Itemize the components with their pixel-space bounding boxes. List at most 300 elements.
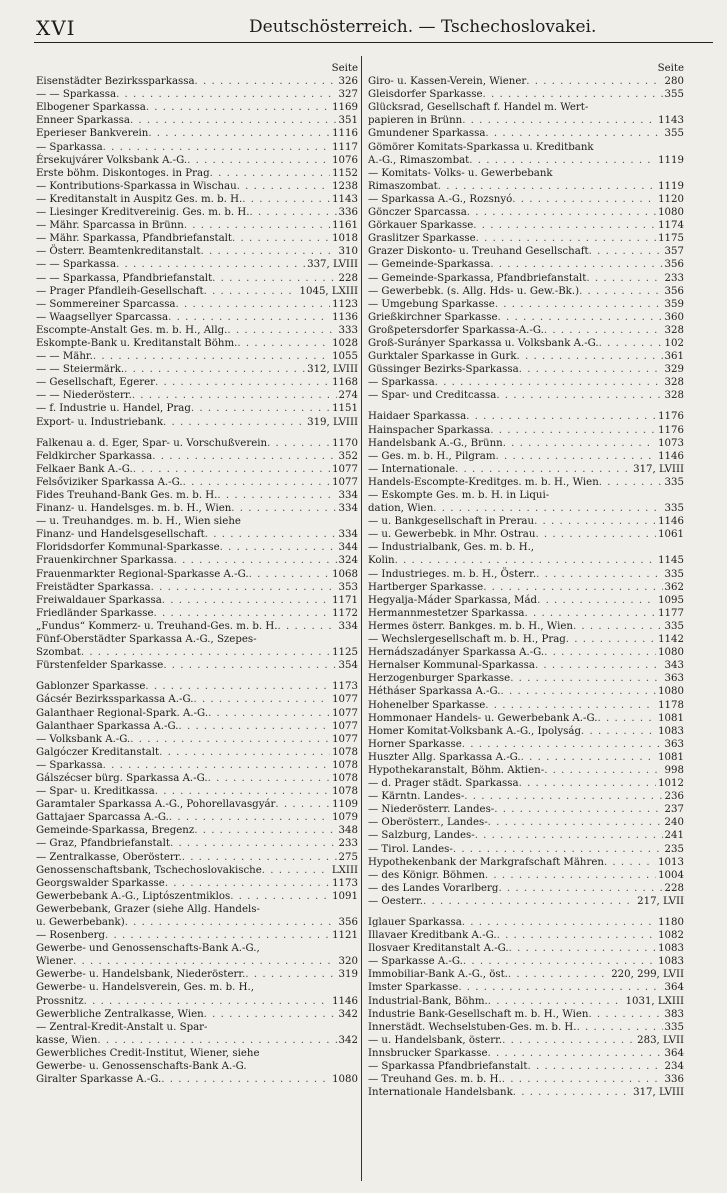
entry-name: — Ges. m. b. H., Pilgram — [368, 450, 496, 462]
index-entry — [36, 476, 358, 489]
entry-name: Handels-Escompte-Kreditges. m. b. H., Wien — [368, 476, 599, 488]
dot-leader — [483, 581, 662, 594]
index-entry — [368, 751, 684, 764]
dot-leader — [544, 646, 656, 659]
dot-leader — [488, 1047, 663, 1060]
entry-name: Gewerbliche Zentralkasse, Wien — [36, 1008, 204, 1020]
entry-page: 240 — [664, 817, 684, 829]
index-entry — [368, 285, 684, 298]
dot-leader — [467, 206, 656, 219]
entry-name: — Prager Pfandleih-Gesellschaft — [36, 285, 204, 297]
entry-name: Güssinger Bezirks-Sparkassa — [368, 364, 519, 376]
dot-leader — [502, 1034, 635, 1047]
index-entry — [36, 114, 358, 127]
dot-leader — [183, 476, 330, 489]
entry-page: 1169 — [332, 102, 358, 114]
entry-page: 1176 — [658, 424, 684, 436]
left-column — [36, 62, 358, 1086]
index-entry — [368, 298, 684, 311]
entry-page: 1180 — [658, 917, 684, 928]
entry-name: Hohenelber Sparkasse — [368, 699, 486, 711]
entry-page: 1146 — [332, 995, 358, 1007]
dot-leader — [151, 581, 337, 594]
entry-name: Galgóczer Kreditanstalt — [36, 746, 160, 758]
entry-name: Gewerbe- u. Handelsverein, Ges. m. b. H., — [36, 982, 254, 994]
index-entry — [368, 995, 684, 1008]
dot-leader — [176, 298, 331, 311]
entry-name: — Umgebung Sparkasse — [368, 298, 495, 310]
dot-leader — [152, 450, 336, 463]
entry-name: Fürstenfelder Sparkasse — [36, 660, 164, 672]
entry-page: 363 — [664, 673, 684, 685]
entry-name: — Sparkassa Pfandbriefanstalt — [368, 1061, 528, 1073]
index-entry — [36, 311, 358, 324]
entry-name: — Kreditanstalt in Auspitz Ges. m. b. H. — [36, 193, 243, 205]
index-entry — [36, 502, 358, 515]
dot-leader — [462, 738, 663, 751]
dot-leader — [502, 1073, 663, 1086]
index-entry — [368, 515, 684, 528]
entry-name: — u. Handelsbank, österr. — [368, 1034, 503, 1046]
entry-page: 1136 — [332, 311, 358, 323]
entry-page: 1176 — [658, 411, 684, 423]
entry-name: — — Sparkassa — [36, 89, 117, 101]
index-entry — [368, 324, 684, 337]
index-entry — [368, 167, 684, 180]
entry-page: 335 — [664, 620, 684, 632]
index-entry — [368, 219, 684, 232]
entry-page: 328 — [664, 377, 684, 389]
entry-page: 1061 — [658, 529, 684, 541]
entry-name: Homer Komitat-Volksbank A.-G., Ipolyság — [368, 725, 581, 737]
index-entry — [368, 476, 684, 489]
entry-name: Horner Sparkasse — [368, 738, 462, 750]
dot-leader — [498, 882, 662, 895]
entry-page: 1174 — [658, 220, 684, 232]
entry-page: 364 — [664, 1047, 684, 1059]
index-entry — [368, 193, 684, 206]
index-entry — [368, 659, 684, 672]
dot-leader — [116, 258, 305, 271]
entry-name: — Spar- und Creditcassa — [368, 390, 497, 402]
entry-page: 1173 — [332, 681, 358, 693]
entry-page: 228 — [338, 272, 358, 284]
entry-page: 351 — [338, 115, 358, 127]
dot-leader — [130, 114, 337, 127]
dot-leader — [453, 843, 663, 856]
index-entry — [36, 324, 358, 337]
entry-page: 1109 — [332, 799, 358, 811]
dot-leader — [455, 463, 631, 476]
dot-leader — [201, 245, 337, 258]
left-entry-list — [36, 75, 358, 1086]
entry-page: 1083 — [658, 725, 684, 737]
entry-name: — Sparkasse A.-G. — [368, 956, 463, 968]
entry-page: 1018 — [332, 233, 358, 245]
entry-page: 334 — [338, 620, 358, 632]
entry-page: 241 — [664, 830, 684, 842]
index-entry — [36, 167, 358, 180]
entry-name: Glücksrad, Gesellschaft f. Handel m. Wert- — [368, 102, 589, 114]
entry-page: 1077 — [332, 707, 358, 719]
dot-leader — [483, 88, 663, 101]
index-entry — [368, 790, 684, 803]
index-entry — [36, 798, 358, 811]
entry-page: 1173 — [332, 877, 358, 889]
dot-leader — [97, 1034, 336, 1047]
dot-leader — [84, 995, 330, 1008]
index-entry — [368, 410, 684, 423]
index-entry — [36, 402, 358, 415]
entry-name: Gattajaer Sparcassa A.-G. — [36, 812, 169, 824]
entry-page: 1077 — [332, 720, 358, 732]
index-entry — [36, 955, 358, 968]
dot-leader — [132, 389, 337, 402]
entry-page: 334 — [338, 490, 358, 501]
entry-page: 1080 — [332, 1074, 358, 1086]
dot-leader — [220, 541, 337, 554]
index-entry — [36, 193, 358, 206]
index-entry — [368, 376, 684, 389]
dot-leader — [278, 620, 337, 633]
entry-name: — Österr. Beamtenkreditanstalt — [36, 246, 201, 258]
dot-leader — [485, 869, 656, 882]
dot-leader — [153, 607, 330, 620]
entry-name: — Liesinger Kreditvereinig. Ges. m. b. H. — [36, 207, 250, 219]
index-entry — [36, 337, 358, 350]
entry-name: — Gemeinde-Sparkassa — [368, 259, 491, 271]
entry-page: 275 — [338, 851, 358, 863]
entry-name: — — Steiermärk. — [36, 364, 125, 376]
entry-name: Enneer Sparkassa — [36, 115, 130, 127]
index-entry — [36, 88, 358, 101]
index-entry — [36, 1060, 358, 1073]
index-entry — [368, 869, 684, 882]
index-entry — [36, 811, 358, 824]
index-entry — [368, 127, 684, 140]
entry-name: kasse, Wien — [36, 1034, 98, 1046]
dot-leader — [133, 463, 330, 476]
dot-leader — [210, 167, 330, 180]
entry-name: Gurktaler Sparkasse in Gurk — [368, 351, 517, 363]
entry-page: 1119 — [658, 180, 684, 192]
entry-name: Kolin — [368, 555, 395, 567]
entry-name: Hainspacher Sparkassa — [368, 424, 491, 436]
index-entry — [368, 1021, 684, 1034]
index-entry — [368, 206, 684, 219]
dot-leader — [496, 389, 662, 402]
index-entry — [368, 101, 684, 114]
entry-name: Huszter Allg. Sparkassa A.-G. — [368, 751, 521, 763]
dot-leader — [496, 450, 657, 463]
entry-page: 1068 — [332, 568, 358, 580]
dot-leader — [212, 272, 336, 285]
entry-name: Groß-Surányer Sparkassa u. Volksbank A.-G. — [368, 337, 599, 349]
page-number: XVI — [36, 16, 76, 40]
entry-page: 1146 — [658, 516, 684, 528]
entry-page: 343 — [664, 660, 684, 672]
dot-leader — [145, 680, 330, 693]
dot-leader — [473, 219, 656, 232]
index-entry — [36, 759, 358, 772]
dot-leader — [488, 995, 624, 1008]
entry-page: 235 — [664, 843, 684, 855]
entry-name: Eperieser Bankverein — [36, 128, 149, 140]
index-entry — [36, 154, 358, 167]
entry-name: Genossenschaftsbank, Tschechoslovakische — [36, 864, 262, 876]
dot-leader — [103, 141, 330, 154]
dot-leader — [579, 285, 662, 298]
entry-name: Hernalser Kommunal-Sparkassa — [368, 660, 535, 672]
index-entry — [36, 463, 358, 476]
index-entry — [36, 864, 358, 877]
dot-leader — [162, 594, 330, 607]
index-entry — [36, 245, 358, 258]
dot-leader — [182, 851, 337, 864]
entry-name: — d. Prager städt. Sparkassa — [368, 778, 519, 790]
index-entry — [36, 219, 358, 232]
dot-leader — [170, 837, 337, 850]
index-entry — [36, 620, 358, 633]
entry-page: 312, LVIII — [307, 364, 358, 376]
entry-name: — — Niederösterr. — [36, 390, 132, 402]
index-entry — [36, 877, 358, 890]
index-entry — [368, 502, 684, 515]
entry-page: 334 — [338, 529, 358, 541]
entry-name: Internationale Handelsbank — [368, 1087, 513, 1099]
dot-leader — [513, 1086, 631, 1099]
index-entry — [368, 450, 684, 463]
dot-leader — [237, 337, 330, 350]
index-entry — [368, 968, 684, 981]
dot-leader — [485, 127, 662, 140]
index-entry — [36, 981, 358, 994]
entry-page: 335 — [664, 503, 684, 515]
dot-leader — [194, 824, 336, 837]
index-entry — [368, 528, 684, 541]
index-entry — [36, 693, 358, 706]
index-entry — [36, 272, 358, 285]
dot-leader — [163, 416, 305, 429]
entry-name: Hypothekaranstalt, Böhm. Aktien- — [368, 764, 545, 776]
dot-leader — [195, 75, 337, 88]
index-entry — [36, 206, 358, 219]
index-entry — [368, 633, 684, 646]
index-entry — [368, 699, 684, 712]
index-entry — [368, 232, 684, 245]
entry-page: 357 — [664, 246, 684, 258]
dot-leader — [476, 232, 656, 245]
entry-page: 233 — [664, 272, 684, 284]
index-entry — [36, 528, 358, 541]
entry-name: — Rosenberg — [36, 930, 105, 942]
entry-name: Felsőviziker Sparkassa A.-G. — [36, 476, 183, 488]
dot-leader — [163, 659, 336, 672]
index-entry — [36, 633, 358, 646]
entry-page: 1077 — [332, 694, 358, 706]
index-entry — [368, 1008, 684, 1021]
entry-name: A.-G., Rimaszombat — [368, 154, 470, 166]
dot-leader — [604, 856, 656, 869]
index-entry — [368, 1073, 684, 1086]
index-entry — [36, 180, 358, 193]
index-entry — [368, 154, 684, 167]
entry-page: 383 — [664, 1008, 684, 1020]
index-entry — [36, 594, 358, 607]
entry-page: 329 — [664, 364, 684, 376]
entry-name: Graslitzer Sparkasse — [368, 233, 476, 245]
index-entry — [368, 929, 684, 942]
dot-leader — [130, 733, 330, 746]
dot-leader — [566, 633, 656, 646]
entry-name: Frauenmarkter Regional-Sparkasse A.-G. — [36, 568, 249, 580]
index-entry — [368, 725, 684, 738]
dot-leader — [184, 219, 330, 232]
entry-name: — Gemeinde-Sparkassa, Pfandbriefanstalt — [368, 272, 587, 284]
index-entry — [36, 258, 358, 271]
entry-name: — Sommereiner Sparcassa — [36, 298, 176, 310]
entry-page: 361 — [664, 351, 684, 363]
entry-name: Immobiliar-Bank A.-G., öst. — [368, 969, 508, 981]
entry-page: 1082 — [658, 930, 684, 942]
entry-page: 336 — [338, 207, 358, 219]
entry-page: 228 — [664, 882, 684, 894]
column-divider — [361, 56, 362, 1181]
entry-page: 1121 — [332, 930, 358, 942]
dot-leader — [466, 410, 656, 423]
entry-name: u. Gewerbebank) — [36, 917, 125, 928]
dot-leader — [168, 311, 330, 324]
index-entry — [368, 1060, 684, 1073]
entry-page: 1045, LXIII — [299, 285, 358, 297]
entry-name: — Volksbank A.-G. — [36, 733, 131, 745]
entry-page: 354 — [338, 660, 358, 672]
entry-name: Galanthaer Sparkassa A.-G. — [36, 720, 179, 732]
entry-page: 1078 — [332, 746, 358, 758]
entry-name: dation, Wien — [368, 503, 434, 515]
index-entry — [368, 489, 684, 502]
entry-page: 335 — [664, 1021, 684, 1033]
dot-leader — [187, 154, 330, 167]
dot-leader — [148, 127, 330, 140]
dot-leader — [262, 864, 330, 877]
entry-name: Gablonzer Sparkasse — [36, 681, 146, 693]
dot-leader — [204, 285, 298, 298]
index-entry — [36, 450, 358, 463]
index-entry — [368, 685, 684, 698]
dot-leader — [534, 515, 656, 528]
entry-name: — Internationale — [368, 463, 456, 475]
dot-leader — [174, 554, 337, 567]
index-entry — [36, 646, 358, 659]
index-entry — [36, 680, 358, 693]
entry-name: Gálszécser bürg. Sparkassa A.-G. — [36, 772, 208, 784]
index-entry — [36, 607, 358, 620]
dot-leader — [510, 672, 662, 685]
dot-leader — [544, 764, 662, 777]
entry-name: Gmundener Sparkassa — [368, 128, 486, 140]
entry-name: Gácsér Bezirkssparkassa A.-G. — [36, 694, 194, 706]
dot-leader — [435, 376, 663, 389]
index-entry — [368, 350, 684, 363]
entry-name: Eisenstädter Bezirkssparkassa — [36, 76, 195, 88]
index-entry — [368, 712, 684, 725]
entry-name: Hermannmestetzer Sparkassa — [368, 607, 525, 619]
dot-leader — [544, 324, 663, 337]
dot-leader — [161, 1073, 330, 1086]
index-entry — [36, 1073, 358, 1086]
index-entry — [36, 1021, 358, 1034]
entry-name: Hypothekenbank der Markgrafschaft Mähren — [368, 856, 604, 868]
entry-page: 1031, LXIII — [625, 995, 684, 1007]
index-entry — [36, 942, 358, 955]
index-entry — [36, 916, 358, 929]
entry-name: papieren in Brünn — [368, 115, 463, 127]
index-entry — [368, 581, 684, 594]
entry-page: 1004 — [658, 869, 684, 881]
index-entry — [368, 594, 684, 607]
dot-leader — [503, 437, 656, 450]
dot-leader — [526, 75, 662, 88]
dot-leader — [485, 699, 656, 712]
dot-leader — [498, 311, 663, 324]
dot-leader — [169, 811, 330, 824]
index-entry — [36, 75, 358, 88]
dot-leader — [395, 554, 657, 567]
dot-leader — [462, 114, 656, 127]
entry-name: — Sparkassa — [36, 759, 103, 771]
entry-name: Gewerbe- und Genossenschafts-Bank A.-G., — [36, 943, 260, 955]
entry-page: 356 — [664, 285, 684, 297]
entry-name: — Industrieges. m. b. H., Österr. — [368, 568, 537, 580]
entry-name: Hermes österr. Bankges. m. b. H., Wien — [368, 620, 573, 632]
entry-name: — Graz, Pfandbriefanstalt — [36, 838, 170, 850]
entry-page: 1161 — [332, 220, 358, 232]
entry-page: 337, LVIII — [307, 259, 358, 271]
entry-name: Freiwaldauer Sparkassa — [36, 594, 162, 606]
entry-name: Görkauer Sparkasse — [368, 220, 474, 232]
dot-leader — [599, 337, 663, 350]
entry-name: Imster Sparkasse — [368, 982, 459, 994]
entry-name: Freistädter Sparkassa — [36, 581, 151, 593]
entry-name: — Tirol. Landes- — [368, 843, 453, 855]
index-entry — [36, 581, 358, 594]
dot-leader — [528, 1060, 663, 1073]
entry-page: 1117 — [332, 141, 358, 153]
right-entry-list — [368, 75, 684, 1099]
dot-leader — [217, 489, 336, 502]
entry-name: Elbogener Sparkassa — [36, 102, 146, 114]
index-entry — [368, 942, 684, 955]
entry-page: 327 — [338, 89, 358, 101]
index-entry — [36, 141, 358, 154]
entry-page: 217, LVII — [637, 895, 684, 907]
entry-name: Gewerbebank A.-G., Liptószentmiklos — [36, 890, 231, 902]
entry-page: 1095 — [658, 594, 684, 606]
entry-page: 1120 — [658, 193, 684, 205]
entry-name: Grießkirchner Sparkasse — [368, 311, 498, 323]
dot-leader — [205, 528, 337, 541]
entry-name: — Sparkassa — [368, 377, 435, 389]
entry-name: — Zentral-Kredit-Anstalt u. Spar- — [36, 1021, 208, 1033]
index-entry — [368, 620, 684, 633]
entry-page: 364 — [664, 982, 684, 994]
entry-page: 1012 — [658, 778, 684, 790]
entry-page: 320 — [338, 956, 358, 968]
index-entry — [36, 659, 358, 672]
index-entry — [36, 824, 358, 837]
entry-name: — Waagsellyer Sparcassa — [36, 311, 169, 323]
